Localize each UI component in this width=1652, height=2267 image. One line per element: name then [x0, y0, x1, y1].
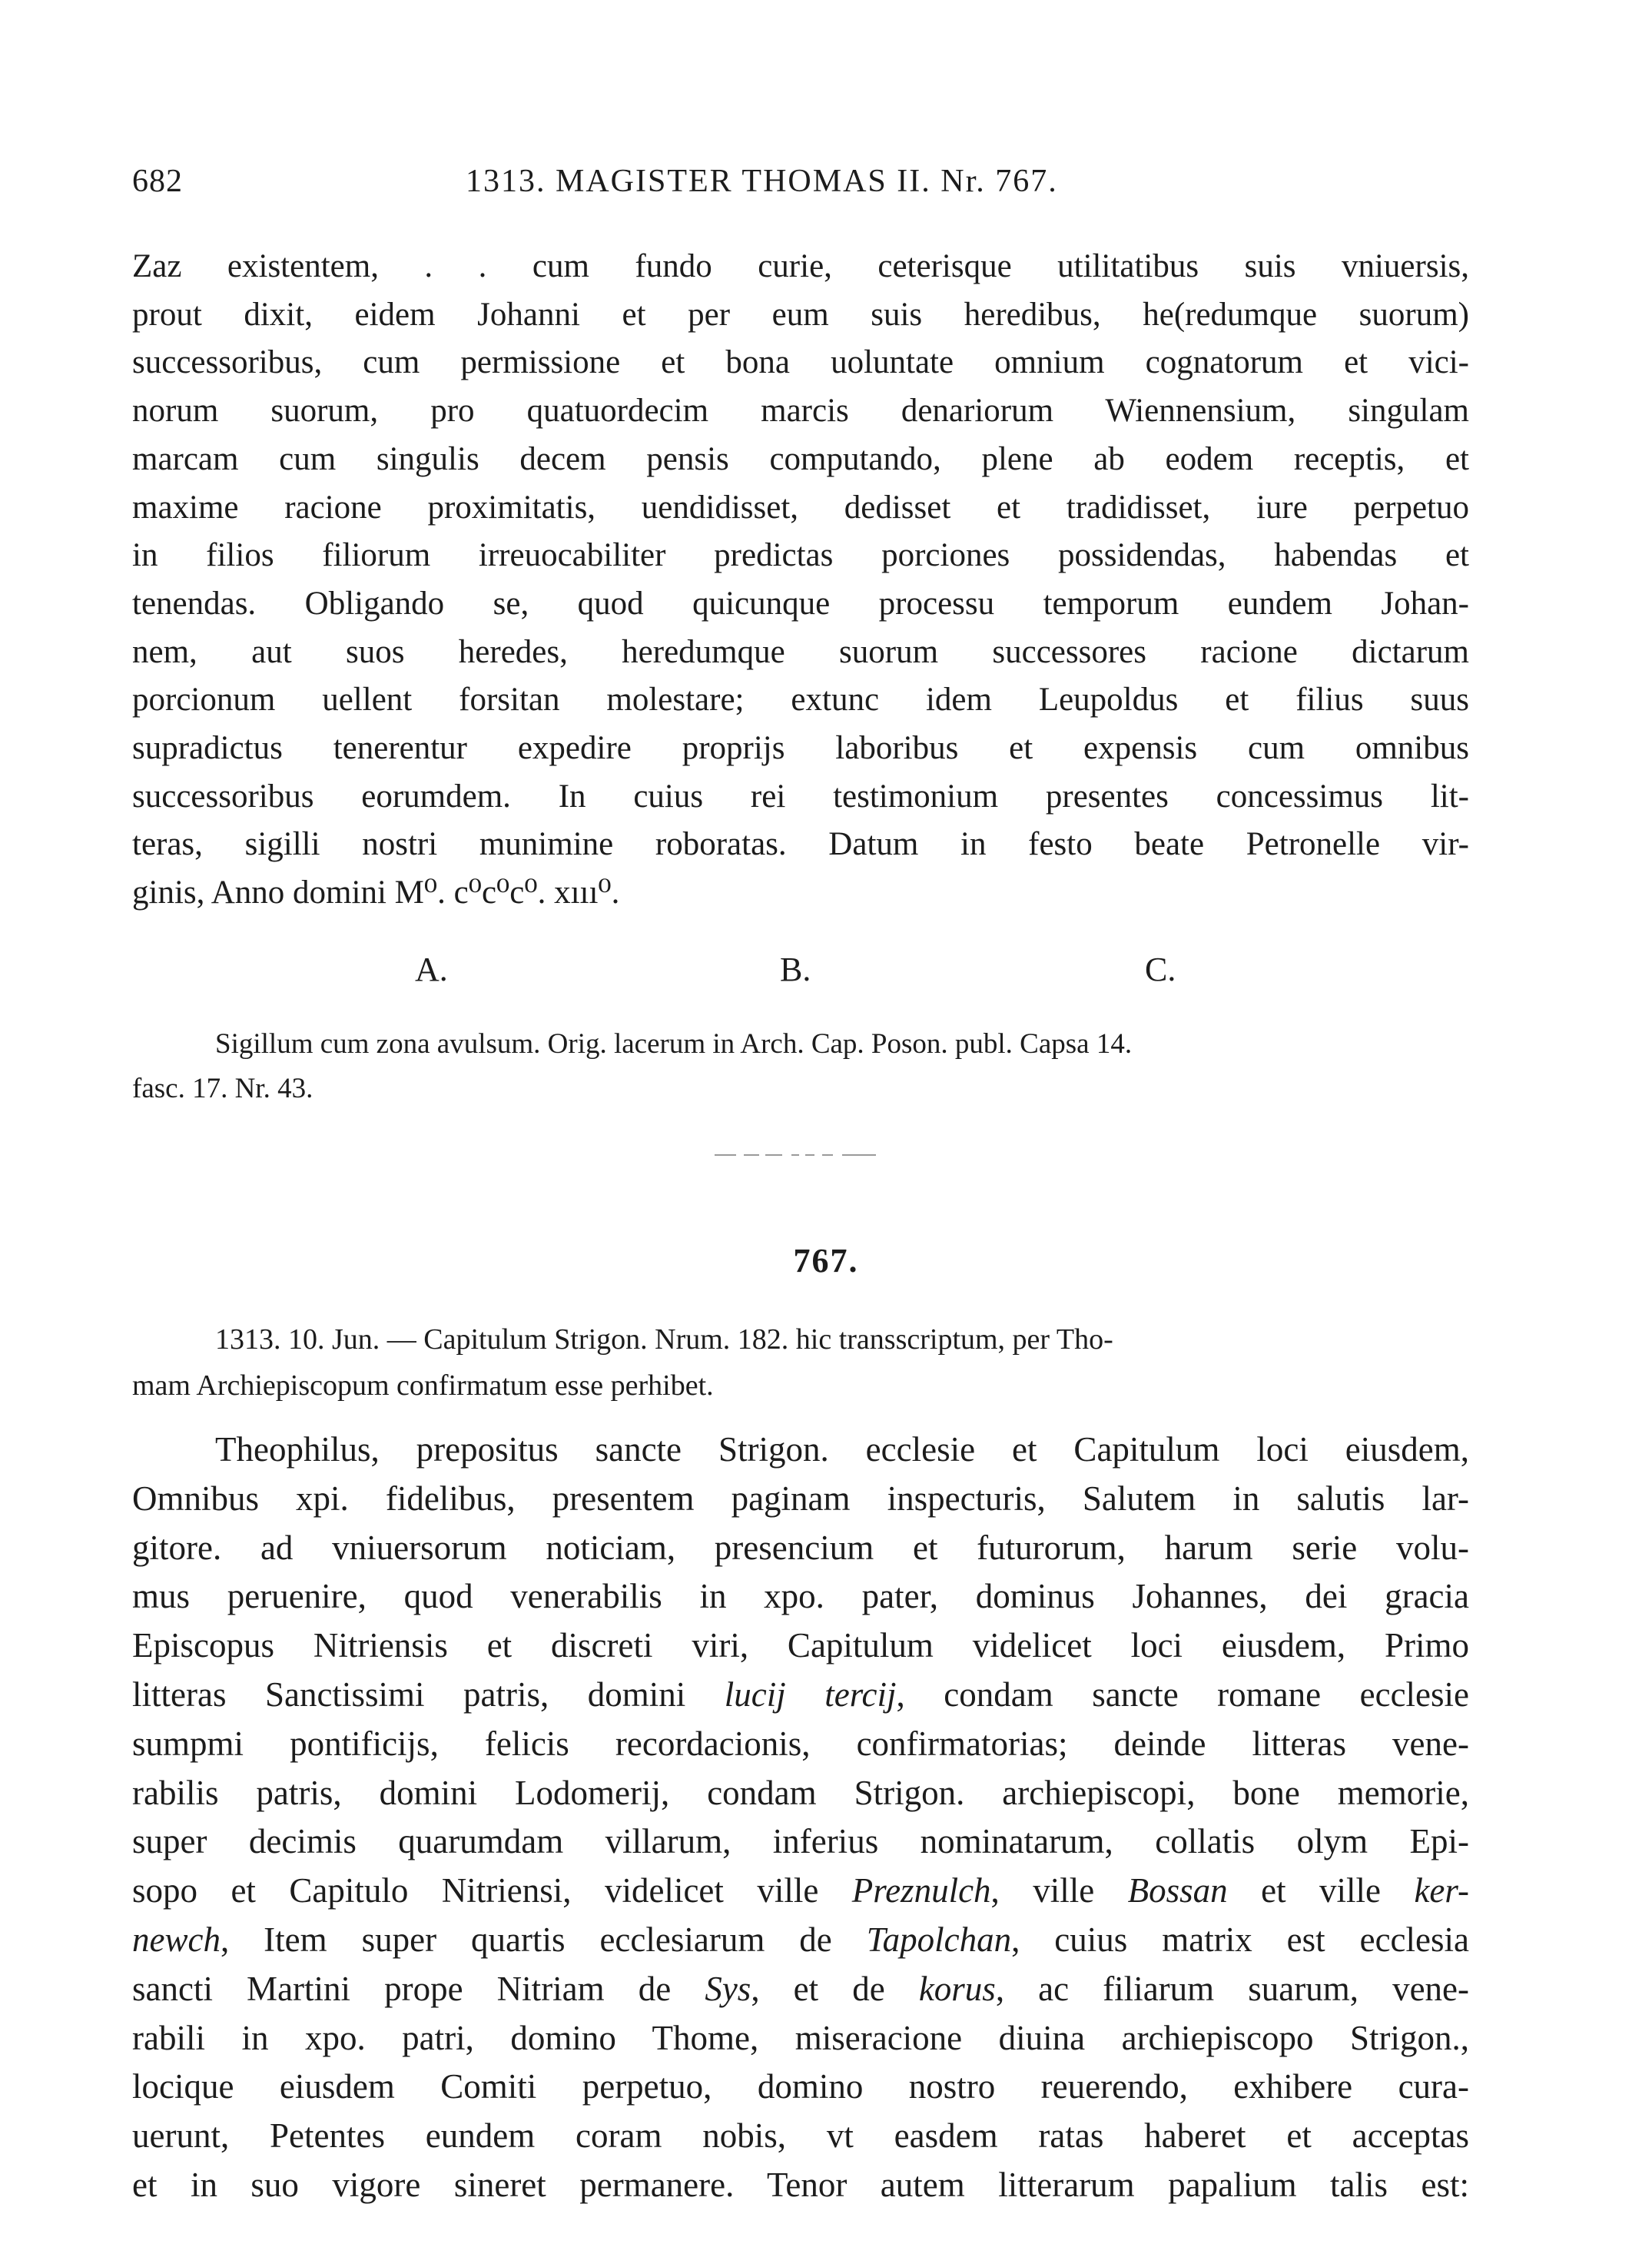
text-line: ginis, Anno domini M⁰. c⁰c⁰c⁰. xııı⁰. [132, 875, 620, 911]
note-line-1: Sigillum cum zona avulsum. Orig. lacerum in Arch. Cap. Poson. publ. Capsa 14. [215, 1028, 1133, 1060]
text-segment: , ville [990, 1871, 1128, 1910]
charter-line [132, 1671, 1469, 1720]
regest-line-1: 1313. 10. Jun. — Capitulum Strigon. Nrum. 182. hic transscriptum, per Tho- [215, 1323, 1113, 1356]
charter-text [132, 1426, 1469, 2210]
text-line: nem, aut suos heredes, heredumque suorum successores racione dictarum [132, 633, 1469, 670]
text-segment: , condam sancte romane ecclesie [896, 1675, 1470, 1714]
charter-line: Theophilus, prepositus sancte Strigon. ecclesie et Capitulum loci eiusdem, [215, 1430, 1469, 1469]
archival-note [132, 1022, 1469, 1111]
place-name-italic: Bossan [1127, 1871, 1228, 1910]
text-segment: , et de [751, 1969, 919, 2008]
charter-line: rabili in xpo. patri, domino Thome, miseracione diuina archiepiscopo Strigon., [132, 2018, 1469, 2057]
charter-line: mus peruenire, quod venerabilis in xpo. pater, dominus Johannes, dei gracia [132, 1577, 1469, 1616]
charter-line: et in suo vigore sineret permanere. Tenor autem litterarum papalium talis est: [132, 2165, 1469, 2204]
seal-witness-marks [0, 950, 1652, 996]
text-line: Zaz existentem, . . cum fundo curie, ceterisque utilitatibus suis vniuersis, [132, 248, 1469, 284]
text-line: prout dixit, eidem Johanni et per eum suis heredibus, he(redumque suorum) [132, 296, 1469, 333]
text-segment: , Item super quartis ecclesiarum de [220, 1920, 867, 1959]
place-name-italic: newch [132, 1920, 221, 1959]
note-line: fasc. 17. Nr. 43. [132, 1073, 313, 1104]
charter-line [132, 1867, 1469, 1916]
document-number: 767. [793, 1242, 859, 1280]
text-line: porcionum uellent forsitan molestare; extunc idem Leupoldus et filius suus [132, 682, 1469, 719]
place-name-italic: korus [918, 1969, 996, 2008]
running-head: 1313. MAGISTER THOMAS II. Nr. 767. [466, 164, 1058, 199]
text-line: teras, sigilli nostri munimine roboratas. Datum in festo beate Petronelle vir- [132, 826, 1469, 863]
text-line: norum suorum, pro quatuordecim marcis denariorum Wiennensium, singulam [132, 393, 1469, 430]
charter-line: sumpmi pontificijs, felicis recordacionis, confirmatorias; deinde litteras vene- [132, 1724, 1469, 1763]
regest-line: mam Archiepiscopum confirmatum esse perhibet. [132, 1369, 714, 1402]
text-line: supradictus tenerentur expedire proprijs laboribus et expensis cum omnibus [132, 730, 1469, 767]
charter-line: uerunt, Petentes eundem coram nobis, vt easdem ratas haberet et acceptas [132, 2116, 1469, 2156]
witness-mark-a: A. [415, 951, 448, 988]
page-number: 682 [132, 164, 183, 199]
place-name-italic: Tapolchan [866, 1920, 1012, 1959]
note-line [132, 1022, 1469, 1067]
charter-line: rabilis patris, domini Lodomerij, condam Strigon. archiepiscopi, bone memorie, [132, 1773, 1469, 1812]
witness-mark-c: C. [1145, 951, 1176, 988]
text-line: marcam cum singulis decem pensis computando, plene ab eodem receptis, et [132, 440, 1469, 477]
charter-line: gitore. ad vniuersorum noticiam, presencium et futurorum, harum serie volu- [132, 1528, 1469, 1567]
page-header [132, 163, 1469, 209]
charter-line [132, 1965, 1469, 2014]
place-name-italic: ker- [1414, 1871, 1469, 1910]
text-line: successoribus eorumdem. In cuius rei testimonium presentes concessimus lit- [132, 778, 1469, 815]
place-name-italic: Preznulch [851, 1871, 991, 1910]
text-segment: et ville [1227, 1871, 1415, 1910]
text-segment: sancti Martini prope Nitriam de [132, 1969, 705, 2008]
person-name-italic: lucij tercij [724, 1675, 897, 1714]
text-line: tenendas. Obligando se, quod quicunque processu temporum eundem Johan- [132, 585, 1469, 622]
text-line: maxime racione proximitatis, uendidisset, dedisset et tradidisset, iure perpetuo [132, 489, 1469, 526]
text-line: in filios filiorum irreuocabiliter predictas porciones possidendas, habendas et [132, 537, 1469, 574]
text-line: successoribus, cum permissione et bona uoluntate omnium cognatorum et vici- [132, 344, 1469, 381]
charter-line: locique eiusdem Comiti perpetuo, domino nostro reuerendo, exhibere cura- [132, 2067, 1469, 2106]
regest [132, 1316, 1469, 1409]
place-name-italic: Sys [705, 1969, 751, 2008]
continuation-text [132, 243, 1469, 918]
regest-line [132, 1316, 1469, 1363]
charter-line: super decimis quarumdam villarum, inferius nominatarum, collatis olym Epi- [132, 1822, 1469, 1861]
text-segment: sopo et Capitulo Nitriensi, videlicet ville [132, 1871, 852, 1910]
charter-line: Episcopus Nitriensis et discreti viri, Capitulum videlicet loci eiusdem, Primo [132, 1626, 1469, 1665]
text-segment: , ac filiarum suarum, vene- [995, 1969, 1469, 2008]
charter-line [132, 1916, 1469, 1965]
witness-mark-b: B. [780, 951, 811, 988]
charter-line: Omnibus xpi. fidelibus, presentem paginam inspecturis, Salutem in salutis lar- [132, 1479, 1469, 1518]
section-divider [715, 1154, 876, 1157]
text-segment: , cuius matrix est ecclesia [1011, 1920, 1469, 1959]
text-segment: litteras Sanctissimi patris, domini [132, 1675, 725, 1714]
